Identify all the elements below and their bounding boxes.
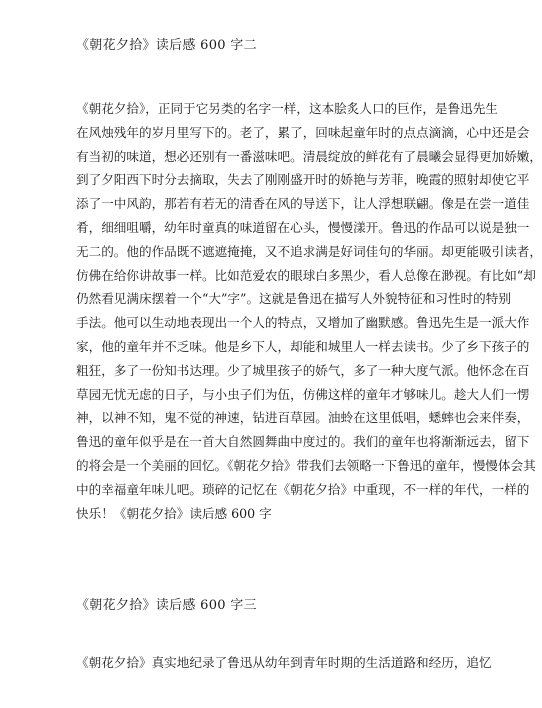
text-line: 在风烛残年的岁月里写下的。老了，累了，回味起童年时的点点滴滴，心中还是会 xyxy=(76,124,530,140)
text-line: 《朝花夕拾》，正同于它另类的名字一样，这本脍炙人口的巨作，是鲁迅先生 xyxy=(76,101,498,116)
text-line: 的将会是一个美丽的回忆。《朝花夕拾》带我们去领略一下鲁迅的童年，慢慢体会其 xyxy=(76,457,536,473)
text-line: 《朝花夕拾》真实地纪录了鲁迅从幼年到青年时期的生活道路和经历，追忆 xyxy=(76,655,492,670)
text-line: 手法。他可以生动地表现出一个人的特点，又增加了幽默感。鲁迅先生是一派大作 xyxy=(76,315,530,331)
text-line: 添了一中风韵，那若有若无的清香在风的导送下，让人浮想联翩。像是在尝一道佳 xyxy=(76,196,530,212)
text-line: 神，以神不知，鬼不觉的神速，钻进百草园。油蛉在这里低唱，蟋蟀也会来伴奏， xyxy=(76,410,530,426)
paragraph-3 xyxy=(76,651,492,675)
text-line: 粗狂，多了一份知书达理。少了城里孩子的娇气，多了一种大度气派。他怀念在百 xyxy=(76,362,530,378)
text-line: 家，他的童年并不乏味。他是乡下人，却能和城里人一样去读书。少了乡下孩子的 xyxy=(76,338,530,354)
text-line: 草园无忧无虑的日子，与小虫子们为伍，仿佛这样的童年才够味儿。趁大人们一愣 xyxy=(76,386,530,402)
text-line: 仿佛在给你讲故事一样。比如范爱农的眼球白多黑少，看人总像在渺视。有比如“却 xyxy=(76,267,536,283)
section-heading-2: 《朝花夕拾》读后感 600 字二 xyxy=(76,38,257,53)
text-line: 有当初的味道，想必还别有一番滋味吧。清晨绽放的鲜花有了晨曦会显得更加娇嫩， xyxy=(76,148,542,164)
text-line: 肴，细细咀嚼，幼年时童真的味道留在心头，慢慢漾开。鲁迅的作品可以说是独一 xyxy=(76,219,530,235)
text-line: 中的幸福童年味儿吧。琐碎的记忆在《朝花夕拾》中重现，不一样的年代，一样的 xyxy=(76,481,530,497)
text-line: 到了夕阳西下时分去摘取，失去了刚刚盛开时的娇艳与芳菲，晚霞的照射却使它平 xyxy=(76,172,530,188)
text-line: 鲁迅的童年似乎是在一首大自然圆舞曲中度过的。我们的童年也将渐渐远去，留下 xyxy=(76,434,530,450)
text-line: 无二的。他的作品既不遮遮掩掩，又不追求满是好词佳句的华丽。却更能吸引读者， xyxy=(76,243,542,259)
section-heading-3: 《朝花夕拾》读后感 600 字三 xyxy=(76,598,257,613)
paragraph-2 xyxy=(76,97,542,525)
text-line: 仍然看见满床摆着一个“大”字”。这就是鲁迅在描写人外貌特征和习性时的特别 xyxy=(76,291,511,307)
text-line: 快乐！《朝花夕拾》读后感 600 字 xyxy=(76,505,272,521)
